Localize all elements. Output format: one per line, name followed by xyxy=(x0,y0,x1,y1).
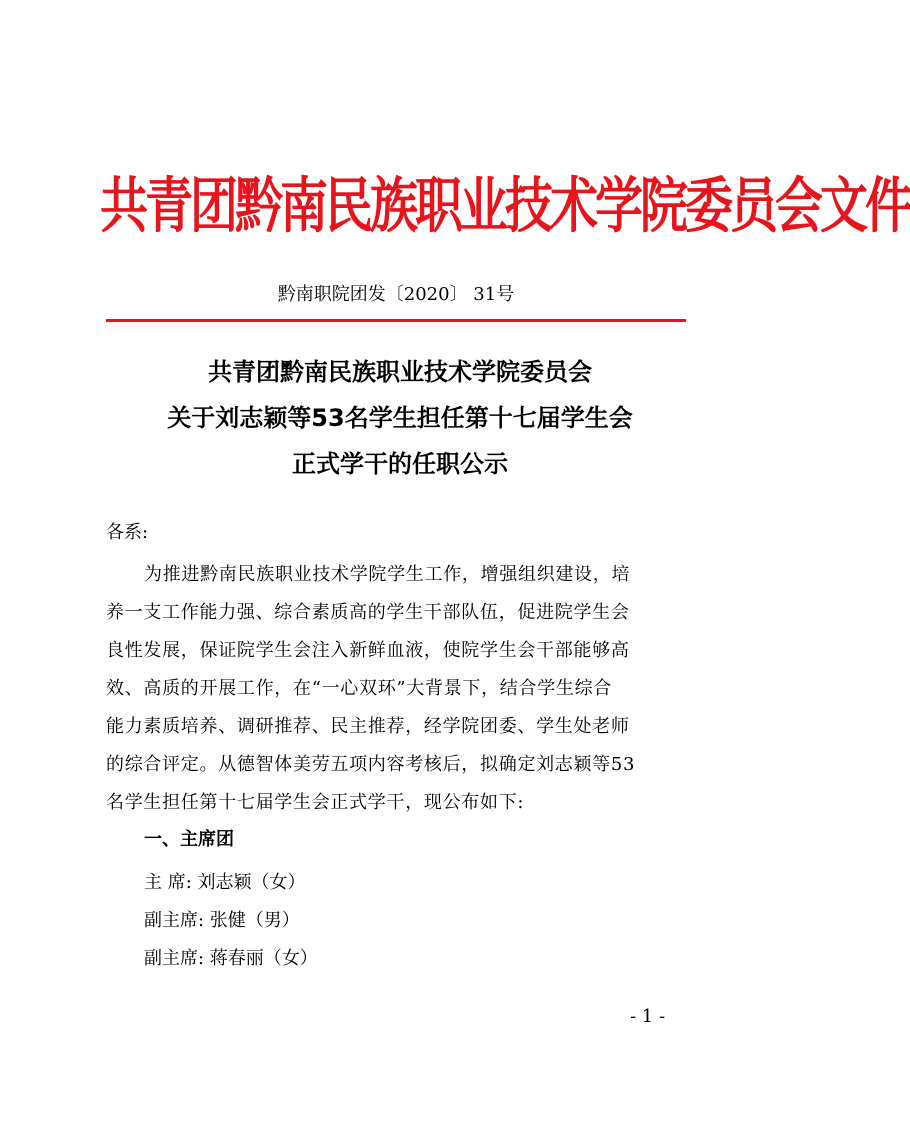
document-number: 黔南职院团发〔2020〕 31号 xyxy=(277,284,515,305)
member-entry: 主 席: 刘志颖（女） xyxy=(144,872,306,893)
page-number: - 1 - xyxy=(630,1006,666,1027)
member-entry: 副主席: 蒋春丽（女） xyxy=(144,948,318,969)
body-paragraph-line: 为推进黔南民族职业技术学院学生工作，增强组织建设，培 xyxy=(144,564,631,585)
body-paragraph-line: 能力素质培养、调研推荐、民主推荐，经学院团委、学生处老师 xyxy=(106,716,630,737)
title-line-3: 正式学干的任职公示 xyxy=(292,450,508,478)
title-line-2: 关于刘志颖等53名学生担任第十七届学生会 xyxy=(167,404,633,432)
body-paragraph-line: 名学生担任第十七届学生会正式学干，现公布如下: xyxy=(106,792,525,813)
body-paragraph-line: 的综合评定。从德智体美劳五项内容考核后，拟确定刘志颖等53 xyxy=(106,754,636,775)
document-header-title: 共青团黔南民族职业技术学院委员会文件 xyxy=(100,171,910,242)
red-divider-line xyxy=(106,319,686,322)
title-line-1: 共青团黔南民族职业技术学院委员会 xyxy=(208,358,592,386)
body-paragraph-line: 良性发展，保证院学生会注入新鲜血液，使院学生会干部能够高 xyxy=(106,640,630,661)
member-entry: 副主席: 张健（男） xyxy=(144,910,300,931)
salutation: 各系: xyxy=(106,522,149,543)
section-heading: 一、主席团 xyxy=(144,829,234,850)
body-paragraph-line: 效、高质的开展工作，在“一心双环”大背景下，结合学生综合 xyxy=(106,678,613,699)
body-paragraph-line: 养一支工作能力强、综合素质高的学生干部队伍，促进院学生会 xyxy=(106,602,630,623)
